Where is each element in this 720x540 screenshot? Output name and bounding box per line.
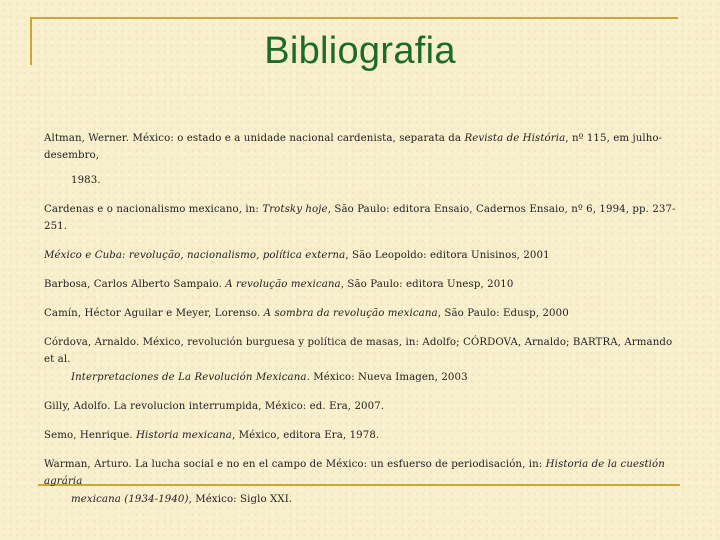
ref-text: , México, editora Era, 1978. bbox=[231, 430, 380, 441]
ref-text: Camín, Héctor Aguilar e Meyer, Lorenso. bbox=[44, 308, 264, 319]
reference-item bbox=[44, 305, 680, 322]
ref-text: Semo, Henrique. bbox=[44, 430, 137, 441]
ref-italic-title: Historia de la cuestión agrária bbox=[44, 459, 665, 487]
ref-text: , São Paulo: Edusp, 2000 bbox=[437, 308, 569, 319]
ref-text: Warman, Arturo. La lucha social e no en el campo de México: un esfuerso de periodisación, in: bbox=[44, 459, 546, 470]
ref-text: Córdova, Arnaldo. México, revolución burguesa y política de masas, in: Adolfo; CÓRDOVA, Arnaldo; BARTRA, Armando et al. bbox=[44, 337, 673, 365]
bibliography-list bbox=[44, 130, 680, 520]
ref-text: Cardenas e o nacionalismo mexicano, in: bbox=[44, 204, 263, 215]
reference-item bbox=[44, 398, 680, 415]
ref-italic-title: Historia mexicana bbox=[136, 430, 232, 441]
ref-text: , México: Siglo XXI. bbox=[188, 494, 293, 505]
ref-text: Altman, Werner. México: o estado e a unidade nacional cardenista, separata da bbox=[44, 133, 465, 144]
ref-text: Gilly, Adolfo. La revolucion interrumpida, México: ed. Era, 2007. bbox=[44, 401, 385, 412]
ref-continuation bbox=[44, 491, 680, 508]
reference-item bbox=[44, 276, 680, 293]
reference-item bbox=[44, 456, 680, 508]
ref-text: , São Leopoldo: editora Unisinos, 2001 bbox=[345, 250, 550, 261]
ref-italic-title: Trotsky hoje bbox=[262, 204, 328, 215]
ref-italic-title: mexicana (1934-1940) bbox=[71, 494, 189, 505]
ref-text: . México: Nueva Imagen, 2003 bbox=[306, 372, 468, 383]
top-border-rule bbox=[30, 17, 678, 19]
ref-text: , São Paulo: editora Ensaio, Cadernos Ensaio, nº 6, 1994, pp. 237-251. bbox=[44, 204, 676, 232]
ref-italic-title: Interpretaciones de La Revolución Mexicana bbox=[71, 372, 307, 383]
ref-italic-title: México e Cuba: revolução, nacionalismo, política externa bbox=[44, 250, 346, 261]
reference-item bbox=[44, 334, 680, 386]
reference-item bbox=[44, 247, 680, 264]
ref-italic-title: Revista de História bbox=[464, 133, 566, 144]
reference-item bbox=[44, 427, 680, 444]
ref-italic-title: A sombra da revolução mexicana bbox=[263, 308, 438, 319]
ref-continuation bbox=[44, 369, 680, 386]
slide-title: Bibliografia bbox=[264, 30, 456, 72]
reference-item bbox=[44, 130, 680, 189]
reference-item bbox=[44, 201, 680, 235]
ref-text: Barbosa, Carlos Alberto Sampaio. bbox=[44, 279, 226, 290]
ref-text: , São Paulo: editora Unesp, 2010 bbox=[340, 279, 514, 290]
ref-text: , nº 115, em julho-desembro, bbox=[44, 133, 663, 161]
ref-continuation bbox=[44, 172, 680, 189]
ref-italic-title: A revolução mexicana bbox=[225, 279, 341, 290]
ref-text: 1983. bbox=[71, 175, 101, 186]
